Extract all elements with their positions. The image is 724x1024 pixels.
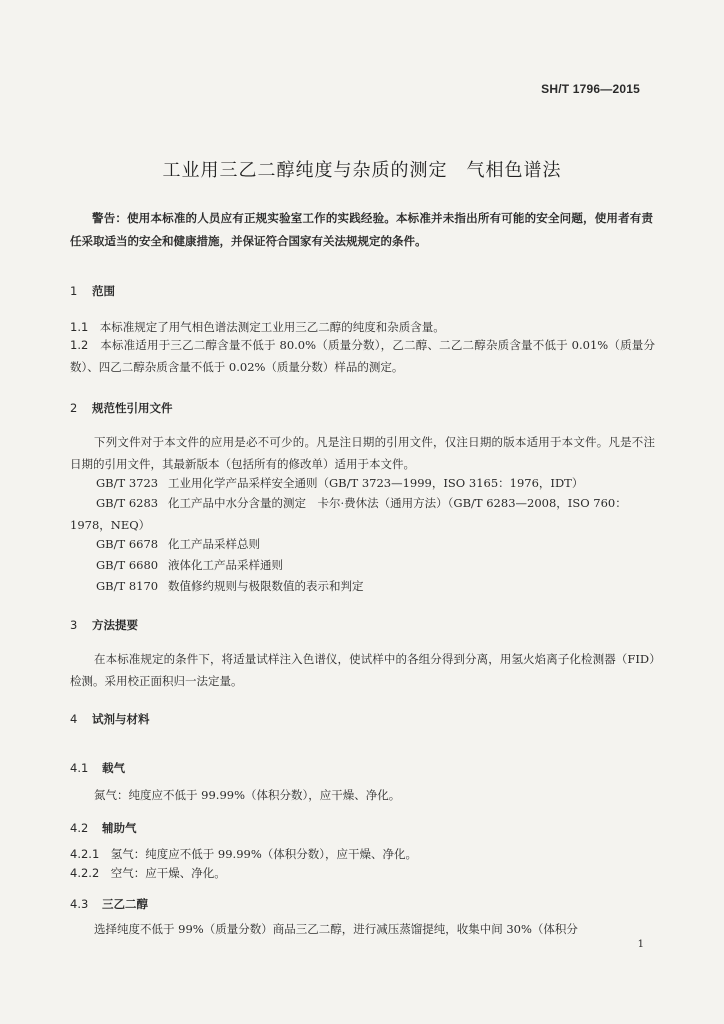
warning-label: 警告： xyxy=(92,211,128,225)
section-3-heading xyxy=(70,617,138,633)
section-4-1-heading xyxy=(70,760,125,776)
section-1-heading xyxy=(70,283,115,299)
section-4-heading xyxy=(70,711,150,727)
section-4-1-text: 氮气：纯度应不低于 99.99%（体积分数），应干燥、净化。 xyxy=(94,788,401,802)
warning-paragraph xyxy=(70,207,653,253)
clause-number: 1.2 xyxy=(70,338,89,352)
clause-number: 4.2.2 xyxy=(70,866,100,880)
section-title: 范围 xyxy=(92,284,115,298)
reference-title: 数值修约规则与极限数值的表示和判定 xyxy=(168,579,364,593)
section-number: 4.2 xyxy=(70,821,89,835)
section-title: 三乙二醇 xyxy=(102,897,148,911)
clause-number: 1.1 xyxy=(70,320,89,334)
section-number: 4 xyxy=(70,712,78,726)
reference-item xyxy=(96,473,656,494)
reference-item xyxy=(96,534,656,555)
reference-title: 化工产品中水分含量的测定 卡尔·费休法（通用方法）（GB/T 6283—2008，ISO 760：1978，NEQ） xyxy=(70,496,627,532)
section-title: 规范性引用文件 xyxy=(92,401,173,415)
warning-text: 使用本标准的人员应有正规实验室工作的实践经验。本标准并未指出所有可能的安全问题，使用者有责任采取适当的安全和健康措施，并保证符合国家有关法规规定的条件。 xyxy=(70,211,653,248)
standard-code: SH/T 1796—2015 xyxy=(541,82,640,96)
reference-title: 工业用化学产品采样安全通则（GB/T 3723—1999，ISO 3165：1976，IDT） xyxy=(168,476,584,490)
reference-item xyxy=(70,492,655,536)
section-number: 4.3 xyxy=(70,897,89,911)
section-2-intro: 下列文件对于本文件的应用是必不可少的。凡是注日期的引用文件，仅注日期的版本适用于本文件。凡是不注日期的引用文件，其最新版本（包括所有的修改单）适用于本文件。 xyxy=(70,435,655,471)
reference-title: 液体化工产品采样通则 xyxy=(168,558,283,572)
section-3-text: 在本标准规定的条件下，将适量试样注入色谱仪，使试样中的各组分得到分离，用氢火焰离子化检测器（FID）检测。采用校正面积归一法定量。 xyxy=(70,652,655,688)
clause-number: 4.2.1 xyxy=(70,847,100,861)
section-4-2-heading xyxy=(70,820,137,836)
section-title: 试剂与材料 xyxy=(92,712,150,726)
section-4-3-text: 选择纯度不低于 99%（质量分数）商品三乙二醇，进行减压蒸馏提纯，收集中间 30%（体积分 xyxy=(94,922,578,936)
section-2-heading xyxy=(70,400,173,416)
section-number: 4.1 xyxy=(70,761,89,775)
section-number: 3 xyxy=(70,618,78,632)
clause-1-2 xyxy=(70,334,655,378)
reference-title: 化工产品采样总则 xyxy=(168,537,260,551)
page-number: 1 xyxy=(637,939,644,950)
reference-code: GB/T 3723 xyxy=(96,476,159,490)
page-title: 工业用三乙二醇纯度与杂质的测定 气相色谱法 xyxy=(162,160,562,181)
clause-text: 空气：应干燥、净化。 xyxy=(110,866,226,880)
section-number: 2 xyxy=(70,401,78,415)
section-title: 方法提要 xyxy=(92,618,138,632)
reference-item xyxy=(96,555,656,576)
clause-text: 氢气：纯度应不低于 99.99%（体积分数），应干燥、净化。 xyxy=(110,847,418,861)
reference-code: GB/T 6680 xyxy=(96,558,159,572)
section-title: 载气 xyxy=(102,761,125,775)
clause-4-2-2 xyxy=(70,862,655,884)
section-4-3-heading xyxy=(70,896,148,912)
reference-code: GB/T 8170 xyxy=(96,579,159,593)
reference-code: GB/T 6283 xyxy=(96,496,159,510)
section-title: 辅助气 xyxy=(102,821,137,835)
clause-text: 本标准适用于三乙二醇含量不低于 80.0%（质量分数），乙二醇、二乙二醇杂质含量不低于 0.01%（质量分数）、四乙二醇杂质含量不低于 0.02%（质量分数）样品的测定。 xyxy=(70,338,656,374)
clause-text: 本标准规定了用气相色谱法测定工业用三乙二醇的纯度和杂质含量。 xyxy=(99,320,445,334)
reference-code: GB/T 6678 xyxy=(96,537,159,551)
reference-item xyxy=(96,576,656,597)
section-number: 1 xyxy=(70,284,78,298)
